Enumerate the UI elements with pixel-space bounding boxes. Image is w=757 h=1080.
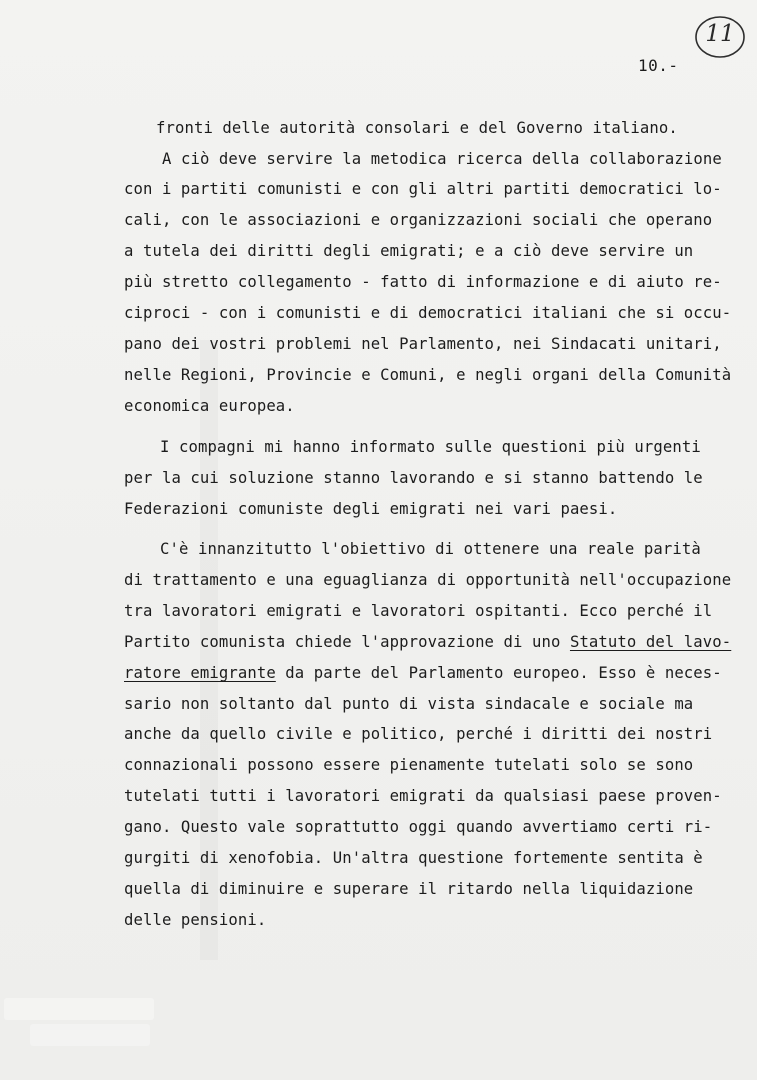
text-line: fronti delle autorità consolari e del Governo italiano.	[156, 119, 678, 137]
text-line: pano dei vostri problemi nel Parlamento, nei Sindacati unitari,	[124, 335, 722, 353]
text-line: gurgiti di xenofobia. Un'altra questione fortemente sentita è	[124, 849, 703, 867]
underlined-text: ratore emigrante	[124, 664, 276, 682]
folio-stamp	[694, 14, 746, 60]
text-line: A ciò deve servire la metodica ricerca della collaborazione	[162, 150, 722, 168]
archive-watermark	[0, 990, 757, 1060]
text-line: economica europea.	[124, 397, 295, 415]
text-segment: Partito comunista chiede l'approvazione di uno	[124, 633, 570, 651]
text-line	[124, 663, 722, 683]
page-number: 10.-	[638, 56, 679, 75]
text-line: gano. Questo vale soprattutto oggi quando avvertiamo certi ri-	[124, 818, 713, 836]
text-line: I compagni mi hanno informato sulle questioni più urgenti	[160, 438, 701, 456]
text-line: tra lavoratori emigrati e lavoratori ospitanti. Ecco perché il	[124, 602, 713, 620]
text-line	[124, 632, 732, 652]
text-line: per la cui soluzione stanno lavorando e si stanno battendo le	[124, 469, 703, 487]
underlined-text: Statuto del lavo-	[569, 633, 732, 651]
text-line: ciproci - con i comunisti e di democratici italiani che si occu-	[124, 304, 732, 322]
folio-number: 11	[705, 21, 735, 47]
text-line: anche da quello civile e politico, perché i diritti dei nostri	[124, 725, 713, 743]
text-line: a tutela dei diritti degli emigrati; e a ciò deve servire un	[124, 242, 694, 260]
text-line: nelle Regioni, Provincie e Comuni, e negli organi della Comunità	[124, 366, 732, 384]
text-line: tutelati tutti i lavoratori emigrati da qualsiasi paese proven-	[124, 787, 722, 805]
text-line: delle pensioni.	[124, 911, 267, 929]
text-line: quella di diminuire e superare il ritardo nella liquidazione	[124, 880, 694, 898]
text-line: cali, con le associazioni e organizzazioni sociali che operano	[124, 211, 713, 229]
text-line: di trattamento e una eguaglianza di opportunità nell'occupazione	[124, 571, 732, 589]
text-line: C'è innanzitutto l'obiettivo di ottenere una reale parità	[160, 540, 701, 558]
text-line: connazionali possono essere pienamente tutelati solo se sono	[124, 756, 694, 774]
text-line: più stretto collegamento - fatto di informazione e di aiuto re-	[124, 273, 722, 291]
text-line: Federazioni comuniste degli emigrati nei vari paesi.	[124, 500, 618, 518]
text-line: con i partiti comunisti e con gli altri partiti democratici lo-	[124, 180, 722, 198]
text-segment: da parte del Parlamento europeo. Esso è neces-	[275, 664, 722, 682]
text-line: sario non soltanto dal punto di vista sindacale e sociale ma	[124, 695, 694, 713]
